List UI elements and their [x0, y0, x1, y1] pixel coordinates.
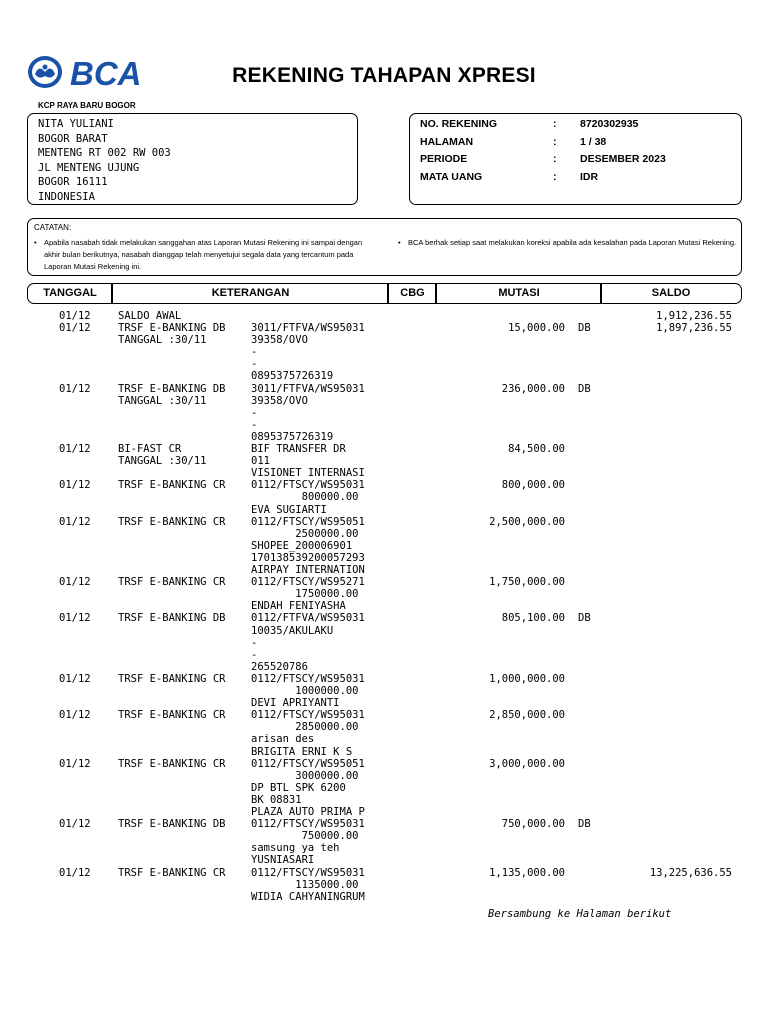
transaction-date: 01/12 — [59, 443, 91, 456]
bca-logo — [27, 54, 149, 92]
detail-line: 39358/OVO — [251, 334, 308, 347]
transaction-detail — [251, 443, 365, 479]
column-header-cbg: CBG — [400, 287, 425, 299]
transaction-description — [118, 709, 225, 721]
address-line: NITA YULIANI — [38, 118, 114, 130]
transaction-detail — [251, 479, 365, 515]
transaction-amount: 2,500,000.00 — [489, 515, 565, 528]
description-line: TRSF E-BANKING CR — [118, 576, 226, 589]
detail-line: 0112/FTSCY/WS95051 — [251, 757, 365, 770]
balance: 13,225,636.55 — [649, 866, 732, 879]
description-line: TRSF E-BANKING CR — [118, 709, 226, 722]
table-row — [0, 322, 768, 383]
transaction-date: 01/12 — [59, 709, 91, 722]
currency-value: IDR — [580, 171, 599, 183]
account-number-label: NO. REKENING — [420, 118, 498, 130]
description-line: TANGGAL :30/11 — [118, 334, 207, 347]
table-row — [0, 612, 768, 673]
detail-line: - — [251, 406, 258, 419]
account-number-value: 8720302935 — [580, 118, 639, 130]
detail-line: 10035/AKULAKU — [251, 624, 334, 637]
detail-line: - — [251, 358, 258, 371]
column-header-tanggal: TANGGAL — [43, 287, 97, 299]
transaction-date: 01/12 — [59, 818, 91, 831]
detail-line: 0895375726319 — [251, 430, 334, 443]
transaction-type: DB — [578, 612, 591, 625]
transaction-detail — [251, 612, 365, 672]
detail-line: 011 — [251, 455, 270, 468]
bullet: • — [398, 238, 401, 247]
balance: 1,897,236.55 — [656, 322, 732, 335]
table-row — [0, 867, 768, 903]
transaction-amount: 1,750,000.00 — [489, 576, 565, 589]
description-line: TRSF E-BANKING CR — [118, 672, 226, 685]
description-line: SALDO AWAL — [118, 310, 182, 322]
detail-line: 0112/FTSCY/WS95051 — [251, 515, 365, 528]
table-row — [0, 758, 768, 819]
period-value: DESEMBER 2023 — [580, 153, 666, 165]
page-label: HALAMAN — [420, 136, 474, 148]
description-line: TRSF E-BANKING CR — [118, 866, 226, 879]
address-line: INDONESIA — [38, 190, 95, 203]
continued-note: Bersambung ke Halaman berikut — [488, 908, 672, 920]
detail-line: PLAZA AUTO PRIMA P — [251, 806, 365, 819]
currency-label: MATA UANG — [420, 171, 483, 183]
column-header-mutasi: MUTASI — [498, 287, 540, 299]
logo-text: BCA — [70, 55, 142, 92]
detail-line: BIF TRANSFER DR — [251, 443, 346, 456]
transaction-date: 01/12 — [59, 672, 91, 685]
table-row — [0, 709, 768, 757]
detail-line: 800000.00 — [251, 491, 359, 504]
notes-title: CATATAN: — [34, 223, 72, 232]
detail-line: BK 08831 — [251, 793, 302, 806]
transaction-detail — [251, 758, 365, 818]
detail-line: samsung ya teh — [251, 842, 340, 855]
description-line: TANGGAL :30/11 — [118, 394, 207, 407]
description-line: TRSF E-BANKING CR — [118, 515, 226, 528]
balance: 1,912,236.55 — [656, 310, 732, 322]
detail-line: - — [251, 636, 258, 649]
transaction-detail — [251, 516, 365, 576]
transaction-description — [118, 673, 225, 685]
transaction-type: DB — [578, 818, 591, 831]
description-line: TRSF E-BANKING CR — [118, 479, 226, 492]
detail-line: ENDAH FENIYASHA — [251, 600, 346, 613]
note-text: Apabila nasabah tidak melakukan sanggahan atas Laporan Mutasi Rekening ini sampai dengan akhir bulan berikutnya, nasabah dianggap telah menyetujui segala data yang tercantum pada Laporan Mutasi Rekening ini. — [44, 238, 363, 271]
transaction-detail — [251, 867, 365, 903]
transaction-description — [118, 310, 181, 322]
table-row — [0, 516, 768, 577]
table-row — [0, 443, 768, 479]
notes-box — [27, 218, 742, 276]
description-line: TRSF E-BANKING DB — [118, 382, 226, 395]
note-item — [34, 237, 374, 273]
transaction-description — [118, 758, 225, 770]
transaction-type: DB — [578, 322, 591, 335]
transaction-list — [0, 310, 768, 903]
table-row — [0, 818, 768, 866]
transaction-amount: 800,000.00 — [501, 479, 565, 492]
detail-line: DP BTL SPK 6200 — [251, 781, 346, 794]
detail-line: 3011/FTFVA/WS95031 — [251, 322, 365, 335]
transaction-description — [118, 576, 225, 588]
detail-line: YUSNIASARI — [251, 854, 315, 867]
detail-line: BRIGITA ERNI K S — [251, 745, 353, 758]
transaction-amount: 805,100.00 — [501, 612, 565, 625]
transaction-detail — [251, 818, 365, 866]
detail-line: EVA SUGIARTI — [251, 503, 327, 516]
transaction-date: 01/12 — [59, 612, 91, 625]
customer-address-box — [27, 113, 358, 205]
colon: : — [553, 136, 557, 148]
detail-line: arisan des — [251, 733, 315, 746]
detail-line: WIDIA CAHYANINGRUM — [251, 890, 365, 903]
table-row — [0, 310, 768, 322]
detail-line: 0895375726319 — [251, 370, 334, 383]
transaction-date: 01/12 — [59, 757, 91, 770]
table-row — [0, 576, 768, 612]
transaction-description — [118, 383, 225, 407]
account-info-box — [409, 113, 742, 205]
transaction-amount: 15,000.00 — [508, 322, 565, 335]
transaction-description — [118, 867, 225, 879]
detail-line: DEVI APRIYANTI — [251, 697, 340, 710]
description-line: TRSF E-BANKING CR — [118, 757, 226, 770]
detail-line: 1000000.00 — [251, 685, 359, 698]
transaction-detail — [251, 673, 365, 709]
transaction-amount: 750,000.00 — [501, 818, 565, 831]
transaction-type: DB — [578, 382, 591, 395]
detail-line: SHOPEE_200006901 — [251, 539, 353, 552]
transaction-description — [118, 479, 225, 491]
transaction-date: 01/12 — [59, 322, 91, 335]
colon: : — [553, 153, 557, 165]
detail-line: 0112/FTSCY/WS95271 — [251, 576, 365, 589]
bullet: • — [34, 238, 37, 247]
transaction-detail — [251, 709, 365, 757]
transaction-amount: 1,135,000.00 — [489, 866, 565, 879]
transaction-amount: 1,000,000.00 — [489, 672, 565, 685]
branch-name: KCP RAYA BARU BOGOR — [38, 101, 136, 110]
description-line: TRSF E-BANKING DB — [118, 322, 226, 335]
transaction-amount: 84,500.00 — [508, 443, 565, 456]
transaction-date: 01/12 — [59, 866, 91, 879]
colon: : — [553, 118, 557, 130]
transaction-description — [118, 818, 225, 830]
description-line: TRSF E-BANKING DB — [118, 818, 226, 831]
table-row — [0, 383, 768, 444]
description-line: TRSF E-BANKING DB — [118, 612, 226, 625]
detail-line: 0112/FTSCY/WS95031 — [251, 672, 365, 685]
transaction-description — [118, 322, 225, 346]
transaction-description — [118, 443, 207, 467]
transaction-date: 01/12 — [59, 515, 91, 528]
address-line: JL MENTENG UJUNG — [38, 161, 140, 174]
detail-line: - — [251, 648, 258, 661]
detail-line: 265520786 — [251, 660, 308, 673]
transaction-date: 01/12 — [59, 479, 91, 492]
detail-line: 750000.00 — [251, 830, 359, 843]
note-text: BCA berhak setiap saat melakukan koreksi apabila ada kesalahan pada Laporan Mutasi Rekening. — [408, 238, 737, 247]
address-line: MENTENG RT 002 RW 003 — [38, 147, 171, 160]
transaction-detail — [251, 383, 365, 443]
note-item — [398, 237, 738, 249]
transaction-amount: 236,000.00 — [501, 382, 565, 395]
table-row — [0, 673, 768, 709]
column-header-saldo: SALDO — [651, 287, 691, 299]
detail-line: 0112/FTSCY/WS95031 — [251, 866, 365, 879]
table-row — [0, 479, 768, 515]
transaction-amount: 2,850,000.00 — [489, 709, 565, 722]
detail-line: 2500000.00 — [251, 527, 359, 540]
detail-line: 3011/FTFVA/WS95031 — [251, 382, 365, 395]
detail-line: 39358/OVO — [251, 394, 308, 407]
detail-line: 0112/FTFVA/WS95031 — [251, 612, 365, 625]
column-header-keterangan: KETERANGAN — [211, 287, 290, 299]
detail-line: VISIONET INTERNASI — [251, 467, 365, 480]
detail-line: - — [251, 418, 258, 431]
detail-line: 1135000.00 — [251, 878, 359, 891]
transaction-date: 01/12 — [59, 310, 91, 322]
description-line: BI-FAST CR — [118, 443, 182, 456]
transaction-description — [118, 516, 225, 528]
transaction-detail — [251, 576, 365, 612]
transaction-amount: 3,000,000.00 — [489, 757, 565, 770]
detail-line: 1750000.00 — [251, 588, 359, 601]
detail-line: 0112/FTSCY/WS95031 — [251, 479, 365, 492]
page-value: 1 / 38 — [580, 136, 607, 148]
transaction-date: 01/12 — [59, 576, 91, 589]
colon: : — [553, 171, 557, 183]
detail-line: AIRPAY INTERNATION — [251, 564, 365, 577]
detail-line: 3000000.00 — [251, 769, 359, 782]
table-header — [27, 283, 742, 304]
address-line: BOGOR 16111 — [38, 176, 108, 189]
transaction-detail — [251, 322, 365, 382]
detail-line: 0112/FTSCY/WS95031 — [251, 818, 365, 831]
detail-line: 0112/FTSCY/WS95031 — [251, 709, 365, 722]
detail-line: 170138539200057293 — [251, 551, 365, 564]
transaction-description — [118, 612, 225, 624]
description-line: TANGGAL :30/11 — [118, 455, 207, 468]
address-line: BOGOR BARAT — [38, 132, 108, 145]
period-label: PERIODE — [420, 153, 468, 165]
detail-line: - — [251, 346, 258, 359]
document-title: REKENING TAHAPAN XPRESI — [232, 64, 536, 87]
transaction-date: 01/12 — [59, 382, 91, 395]
detail-line: 2850000.00 — [251, 721, 359, 734]
